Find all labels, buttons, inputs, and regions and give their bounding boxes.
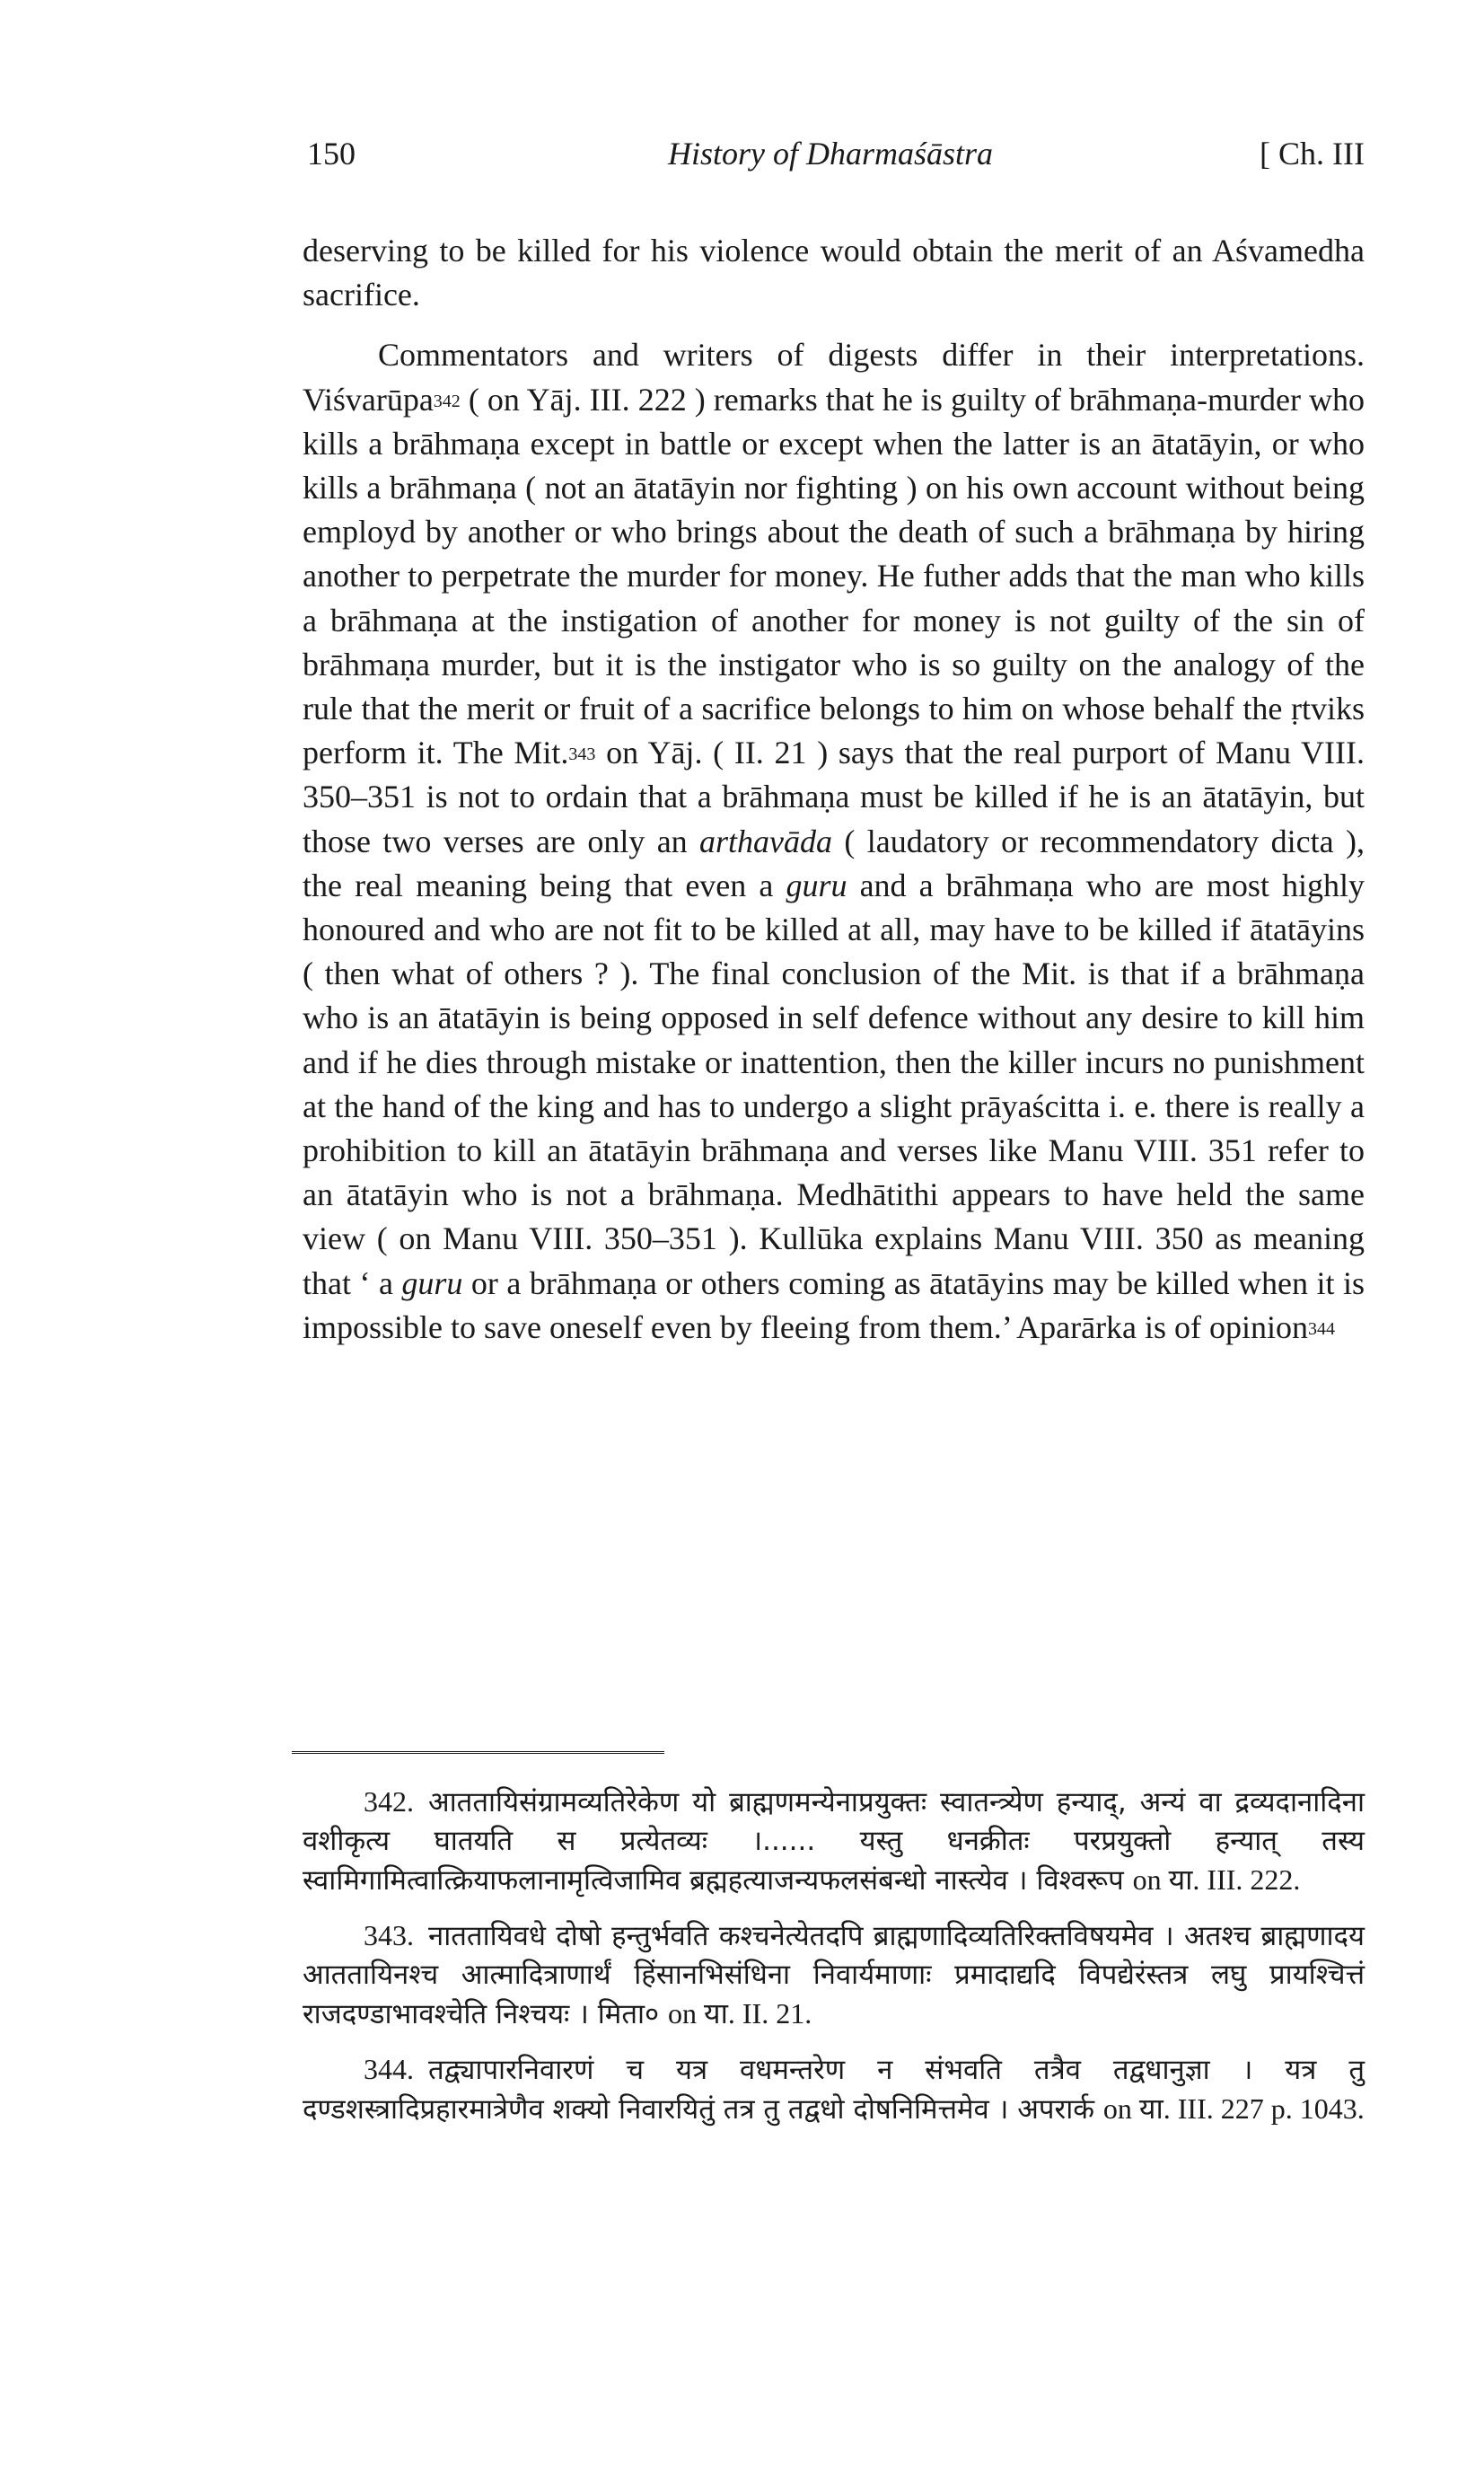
footnote-source: on या. III. 227 p. 1043. bbox=[1102, 2092, 1365, 2125]
footnote-divider bbox=[292, 1751, 664, 1754]
text-run: or a brāhmaṇa or others coming as ātatāyins may be killed when it is impossible to save oneself even by fleeing from them.’ Aparārka is of opinion bbox=[303, 1264, 1365, 1345]
footnote bbox=[303, 2050, 1365, 2129]
footnote-ref-342[interactable]: 342 bbox=[433, 391, 461, 411]
footnote-number: 342. bbox=[364, 1785, 414, 1818]
running-title: History of Dharmaśāstra bbox=[667, 136, 994, 172]
footnote-ref-343[interactable]: 343 bbox=[568, 744, 596, 765]
footnote-text: तद्व्यापारनिवारणं च यत्र वधमन्तरेण न संभवति तत्रैव तद्वधानुज्ञा । यत्र तु दण्डशस्त्रादिप्रहारमात्रेणैव शक्यो निवारयितुं तत्र तु तद्वधो दोषनिमित्तमेव । अपरार्क bbox=[303, 2054, 1365, 2126]
footnote-number: 344. bbox=[364, 2053, 414, 2085]
chapter-label: [ Ch. III bbox=[1260, 136, 1365, 172]
italic-term: guru bbox=[401, 1264, 463, 1301]
footnote-ref-344[interactable]: 344 bbox=[1308, 1318, 1336, 1339]
text-run: Commentators and writers of digests differ in their interpretations. Viśvarūpa bbox=[303, 337, 1365, 418]
text-run: ( laudatory or recommendatory dicta ), the real meaning being that even a bbox=[303, 823, 1365, 903]
page-number: 150 bbox=[307, 136, 356, 172]
footnote-text: नाततायिवधे दोषो हन्तुर्भवति कश्चनेत्येतदपि ब्राह्मणादिव्यतिरिक्तविषयमेव । अतश्च ब्राह्मणादय आततायिनश्च आत्मादित्राणार्थं हिंसानभिसंधिना निवार्यमाणाः प्रमादाद्यदि विपद्येरंस्तत्र लघु प्रायश्चित्तं राजदण्डाभावश्चेति निश्चयः । मिता० bbox=[303, 1920, 1365, 2030]
italic-term: guru bbox=[786, 867, 847, 903]
footnote-source: on या. III. 222. bbox=[1132, 1863, 1301, 1896]
text-run: on Yāj. ( II. 21 ) says that the real purport of Manu VIII. 350–351 is not to ordain that a brāhmaṇa must be killed if he is an ātatāyin, but those two verses are only an bbox=[303, 735, 1365, 859]
footnote-text: आततायिसंग्रामव्यतिरेकेण यो ब्राह्मणमन्येनाप्रयुक्तः स्वातन्त्र्येण हन्याद्, अन्यं वा द्रव्यदानादिना वशीकृत्य घातयति स प्रत्येतव्यः ।...... यस्तु धनक्रीतः परप्रयुक्तो हन्यात् तस्य स्वामिगामित्वात्क्रियाफलानामृत्विजामिव ब्रह्महत्याजन्यफलसंबन्धो नास्त्येव । विश्वरूप bbox=[303, 1786, 1365, 1897]
footnote bbox=[303, 1783, 1365, 1900]
footnotes bbox=[303, 1783, 1365, 2145]
italic-term: arthavāda bbox=[699, 823, 833, 859]
footnote-source: on या. II. 21. bbox=[668, 1997, 812, 2030]
text-run: and a brāhmaṇa who are most highly honoured and who are not fit to be killed at all, may have to be killed if ātatāyins ( then what of others ? ). The final conclusion of the Mit. is that if a brāhmaṇa who is an ātatāyin is being opposed in self defence without any desire to kill him and if he dies through mistake or inattention, then the killer incurs no punishment at the hand of the king and has to undergo a slight prāyaścitta i. e. there is really a prohibition to kill an ātatāyin brāhmaṇa and verses like Manu VIII. 351 refer to an ātatāyin who is not a brāhmaṇa. Medhātithi appears to have held the same view ( on Manu VIII. 350–351 ). Kullūka explains Manu VIII. 350 as meaning that ‘ a bbox=[303, 867, 1365, 1301]
footnote bbox=[303, 1916, 1365, 2034]
paragraph-commentators bbox=[303, 333, 1365, 1350]
running-header bbox=[296, 135, 1365, 189]
footnote-number: 343. bbox=[364, 1919, 414, 1951]
paragraph-continuation: deserving to be killed for his violence would obtain the merit of an Aśvamedha sacrifice. bbox=[303, 233, 1365, 313]
text-run: ( on Yāj. III. 222 ) remarks that he is guilty of brāhmaṇa-murder who kills a brāhmaṇa except in battle or except when the latter is an ātatāyin, or who kills a brāhmaṇa ( not an ātatāyin nor fighting ) on his own account without being employd by another or who brings about the death of such a brāhmaṇa by hiring another to perpetrate the murder for money. He futher adds that the man who kills a brāhmaṇa at the instigation of another for money is not guilty of the sin of brāhmaṇa murder, but it is the instigator who is so guilty on the analogy of the rule that the merit or fruit of a sacrifice belongs to him on whose behalf the ṛtviks perform it. The Mit. bbox=[303, 381, 1365, 771]
main-text bbox=[303, 229, 1365, 1350]
